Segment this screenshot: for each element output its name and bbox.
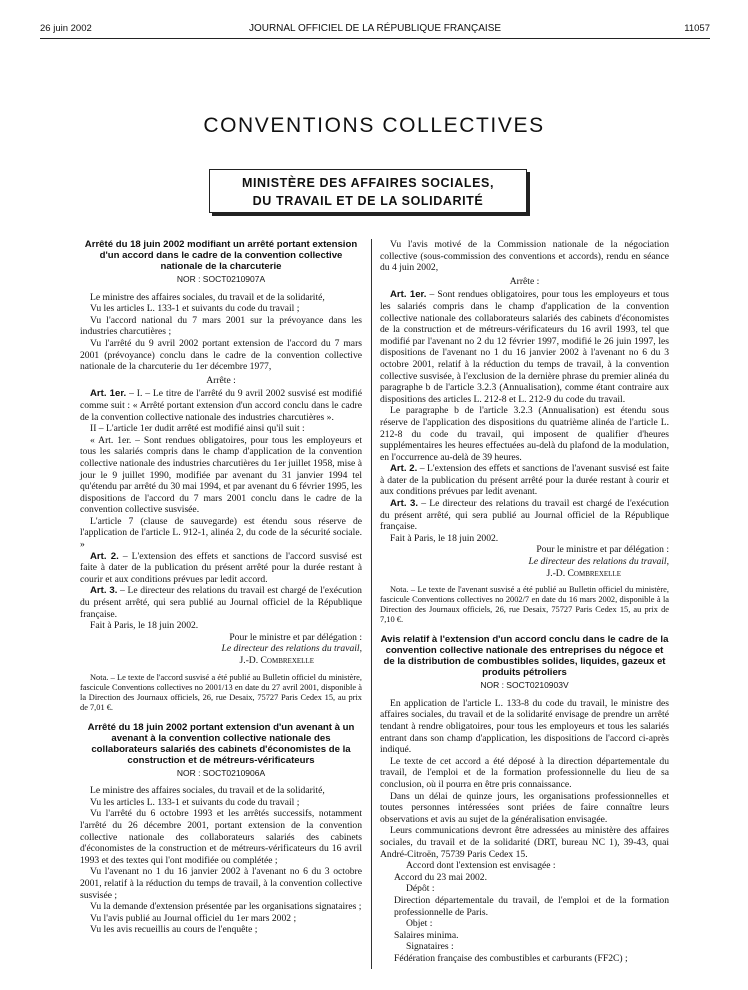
article-text: – Le directeur des relations du travail est chargé de l'exécution du présent arrêté, qui sera publié au Journal officiel de la République française. xyxy=(80,585,362,620)
article-text: – L'extension des effets et sanctions de l'accord susvisé est faite à dater de la publication du présent arrêté pour la durée restant à courir et aux conditions prévues par ledit accord. xyxy=(80,550,362,585)
article-2 xyxy=(380,463,669,498)
paragraph: En application de l'article L. 133-8 du code du travail, le ministre des affaires sociales, du travail et de la solidarité envisage de prendre un arrêté tendant à rendre obligatoires, pour tous les employeurs et tous les salariés entrant dans son champ d'application, les dispositions de l'accord ci-après indiqué. xyxy=(380,697,669,756)
article-label: Art. 2. xyxy=(390,463,418,475)
paragraph: Vu l'arrêté du 6 octobre 1993 et les arrêtés successifs, notamment l'arrêté du 26 décembre 2001, portant extension de la convention collective nationale des collaborateurs salariés des cabinets d'économistes de la construction et de métreurs-vérificateurs du 16 avril 1993 et des textes qui l'ont modifiée ou complétée ; xyxy=(80,808,362,866)
paragraph: Le ministre des affaires sociales, du travail et de la solidarité, xyxy=(90,785,325,797)
avis-nor: NOR : SOCT0210903V xyxy=(480,680,569,691)
column-divider xyxy=(371,239,372,969)
paragraph: II – L'article 1er dudit arrêté est modifié ainsi qu'il suit : xyxy=(90,423,305,435)
article-3 xyxy=(80,585,362,620)
article-text: – Sont rendues obligatoires, pour tous les employeurs et tous les salariés compris dans le champ d'application de la convention collective nationale des collaborateurs salariés des cabinets d'économistes de la construction et de métreurs-vérificateurs du 16 avril 1993, tel que modifié par l'avenant no 2 du 12 février 1997, modifié le 26 juin 1997, les dispositions de l'avenant no 1 du 16 janvier 2002 à l'avenant no 6 du 3 octobre 2001, relatif à la réduction du temps de travail, à la convention collective susvisée, à l'exclusion de la dernière phrase du premier alinéa du paragraphe b de l'article 3.2.3 (Annualisation), comme étant contraire aux dispositions des articles L. 212-8 et L. 212-9 du code du travail. xyxy=(380,289,669,405)
article-label: Art. 1er. xyxy=(390,289,427,301)
paragraph: Vu l'avenant no 1 du 16 janvier 2002 à l'avenant no 6 du 3 octobre 2001, relatif à la réduction du temps de travail, à la convention collective susvisée ; xyxy=(80,866,362,901)
arrete-label: Arrête : xyxy=(206,374,236,386)
arrete-label: Arrête : xyxy=(509,275,540,287)
arrete-1-title: Arrêté du 18 juin 2002 modifiant un arrêté portant extension d'un accord dans le cadre de la convention collective nationale de la charcuterie xyxy=(84,239,358,272)
article-2 xyxy=(80,551,362,586)
section-title: CONVENTIONS COLLECTIVES xyxy=(203,114,545,137)
paragraph: « Art. 1er. – Sont rendues obligatoires, pour tous les employeurs et tous les salariés compris dans le champ d'application de la convention collective nationale des industries charcutières du 1er juillet 1958, mise à jour le 9 juillet 1990, modifiée par avenant du 31 janvier 1994 tel qu'étendu par arrêté du 30 mai 1994, et par avenant du 6 février 1995, les dispositions de l'accord du 7 mars 2001 conclu dans le cadre de la convention collective susvisée. xyxy=(80,434,362,516)
list-line: Signataires : xyxy=(406,941,454,953)
fait-a-paris: Fait à Paris, le 18 juin 2002. xyxy=(390,532,499,544)
article-text: – Le directeur des relations du travail est chargé de l'exécution du présent arrêté, qui sera publié au Journal officiel de la République française. xyxy=(380,498,669,533)
list-line: Dépôt : xyxy=(406,883,435,895)
fait-a-paris: Fait à Paris, le 18 juin 2002. xyxy=(90,620,199,632)
signature-line-1: Pour le ministre et par délégation : xyxy=(229,631,362,643)
ministry-line-1: MINISTÈRE DES AFFAIRES SOCIALES, xyxy=(241,176,495,190)
article-1 xyxy=(80,388,362,423)
paragraph: Vu les articles L. 133-1 et suivants du code du travail ; xyxy=(90,303,300,315)
arrete-2-nor: NOR : SOCT0210906A xyxy=(176,767,266,778)
paragraph: Le ministre des affaires sociales, du travail et de la solidarité, xyxy=(90,291,325,303)
paragraph: Le paragraphe b de l'article 3.2.3 (Annualisation) est étendu sous réserve de l'application des dispositions du quatrième alinéa de l'article L. 212-8 du code du travail, qui imposent de qualifier d'heures supplémentaires les heures effectuées au-delà du plafond de la modulation, en l'occurrence au-delà de 39 heures. xyxy=(380,405,669,463)
list-line: Accord dont l'extension est envisagée : xyxy=(406,860,556,872)
article-text: – I. – Le titre de l'arrêté du 9 avril 2002 susvisé est modifié comme suit : « Arrêté portant extension d'un accord conclu dans le cadre de la convention collective nationale des industries charcutières ». xyxy=(80,388,362,423)
article-3 xyxy=(380,498,669,533)
right-column xyxy=(380,239,669,964)
header-page-number: 11057 xyxy=(684,23,710,34)
paragraph: Vu l'avis motivé de la Commission nationale de la négociation collective (sous-commission des conventions et accords), rendu en séance du 4 juin 2002, xyxy=(380,239,669,274)
paragraph: Vu les avis recueillis au cours de l'enquête ; xyxy=(90,924,258,936)
paragraph: Vu l'accord national du 7 mars 2001 sur la prévoyance dans les industries charcutières ; xyxy=(80,314,362,338)
paragraph: Vu l'arrêté du 9 avril 2002 portant extension de l'accord du 7 mars 2001 (prévoyance) conclu dans le cadre de la convention collective nationale de la charcuterie du 1er décembre 1977, xyxy=(80,337,362,373)
ministry-line-2: DU TRAVAIL ET DE LA SOLIDARITÉ xyxy=(252,194,484,208)
list-line: Salaires minima. xyxy=(394,929,459,941)
paragraph: Dans un délai de quinze jours, les organisations professionnelles et toutes personnes intéressées sont priées de faire connaître leurs observations et avis au sujet de la généralisation envisagée. xyxy=(380,790,669,825)
left-column xyxy=(80,239,362,936)
paragraph: Leurs communications devront être adressées au ministère des affaires sociales, du travail et de la solidarité (DRT, bureau NC 1), 39-43, quai André-Citroën, 75739 Paris Cedex 15. xyxy=(380,825,669,860)
signature-line-2: Le directeur des relations du travail, xyxy=(528,556,669,568)
nota: Nota. – Le texte de l'avenant susvisé a été publié au Bulletin officiel du ministère, fascicule Conventions collectives no 2002/7 en date du 16 mars 2002, disponible à la Direction des Journaux officiels, 26, rue Desaix, 75727 Paris Cedex 15, au prix de 7,10 €. xyxy=(380,585,669,625)
paragraph: Vu l'avis publié au Journal officiel du 1er mars 2002 ; xyxy=(90,912,297,924)
paragraph: L'article 7 (clause de sauvegarde) est étendu sous réserve de l'application de l'article L. 912-1, alinéa 2, du code de la sécurité sociale. » xyxy=(80,515,362,551)
signature-line-2: Le directeur des relations du travail, xyxy=(221,643,362,655)
nota: Nota. – Le texte de l'accord susvisé a été publié au Bulletin officiel du ministère, fascicule Conventions collectives no 2001/13 en date du 27 avril 2001, disponible à la Direction des Journaux officiels, 26, rue Desaix, 75727 Paris Cedex 15, au prix de 7,01 €. xyxy=(80,672,362,712)
header-journal-title: JOURNAL OFFICIEL DE LA RÉPUBLIQUE FRANÇAISE xyxy=(248,23,502,34)
article-1 xyxy=(380,289,669,405)
arrete-1-nor: NOR : SOCT0210907A xyxy=(176,274,266,284)
paragraph: Vu les articles L. 133-1 et suivants du code du travail ; xyxy=(90,796,300,808)
paragraph: Le texte de cet accord a été déposé à la direction départementale du travail, de l'emploi et de la formation professionnelle du lieu de sa conclusion, où il pourra en être pris connaissance. xyxy=(380,755,669,790)
running-header xyxy=(40,20,710,39)
avis-title: Avis relatif à l'extension d'un accord conclu dans le cadre de la convention collective nationale des entreprises du négoce et de la distribution de combustibles solides, liquides, gazeux et produits pétroliers xyxy=(380,634,669,679)
article-label: Art. 1er. xyxy=(90,388,127,400)
list-line: Fédération française des combustibles et carburants (FF2C) ; xyxy=(394,952,628,964)
list-line: Objet : xyxy=(406,918,433,930)
ministry-box xyxy=(209,169,527,213)
signature-line-1: Pour le ministre et par délégation : xyxy=(536,544,669,556)
article-label: Art. 2. xyxy=(90,550,119,562)
article-text: – L'extension des effets et sanctions de l'avenant susvisé est faite à dater de la publication du présent arrêté pour la durée restant à courir et aux conditions prévues par ledit avenant. xyxy=(380,463,669,498)
article-label: Art. 3. xyxy=(390,498,418,510)
list-line: Accord du 23 mai 2002. xyxy=(394,871,487,883)
signature-name: J.-D. Combrexelle xyxy=(239,655,314,666)
article-label: Art. 3. xyxy=(90,585,118,597)
paragraph: Vu la demande d'extension présentée par les organisations signataires ; xyxy=(90,901,362,913)
list-line: Direction départementale du travail, de l'emploi et de la formation professionnelle de Paris. xyxy=(394,894,669,918)
arrete-2-title: Arrêté du 18 juin 2002 portant extension d'un avenant à un avenant à la convention collective nationale des collaborateurs salariés des cabinets d'économistes de la construction et de métreurs-vérificateurs xyxy=(87,721,355,766)
header-date: 26 juin 2002 xyxy=(40,23,92,34)
signature-name: J.-D. Combrexelle xyxy=(546,567,621,579)
